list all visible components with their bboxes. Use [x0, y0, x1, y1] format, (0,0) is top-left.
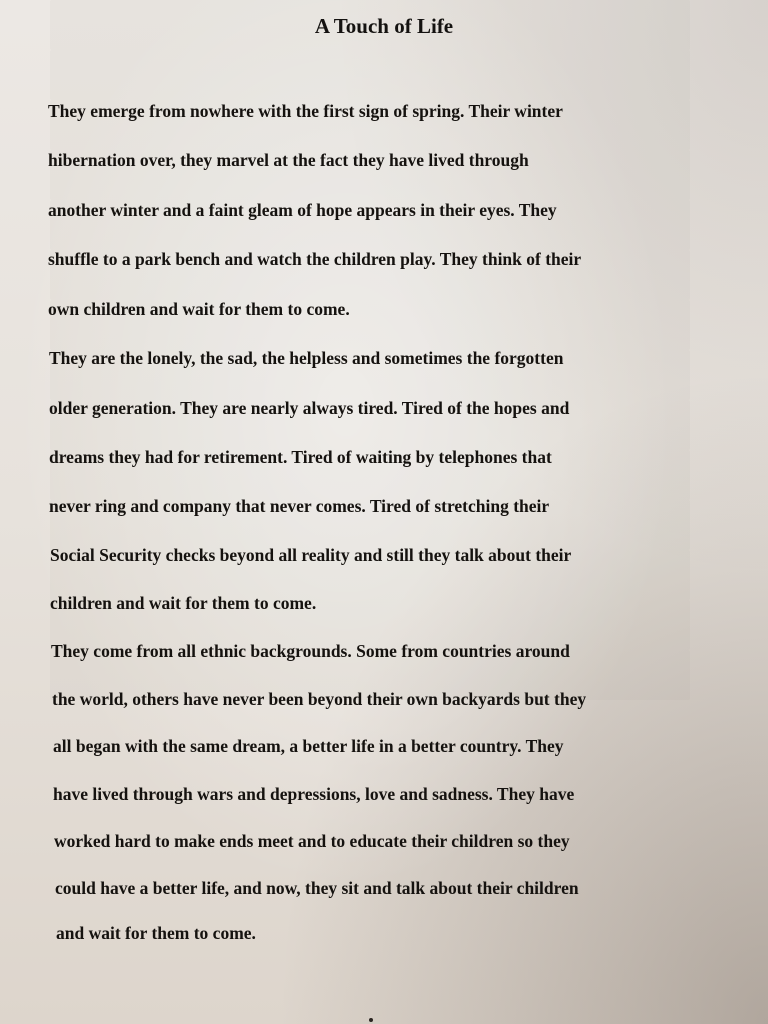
text-line: another winter and a faint gleam of hope appears in their eyes. They [48, 200, 557, 220]
text-line: Social Security checks beyond all reality and still they talk about their [50, 545, 572, 565]
text-line: They are the lonely, the sad, the helpless and sometimes the forgotten [49, 348, 564, 368]
text-line: hibernation over, they marvel at the fact they have lived through [48, 150, 529, 170]
text-line: worked hard to make ends meet and to educate their children so they [54, 831, 570, 851]
text-line: dreams they had for retirement. Tired of waiting by telephones that [49, 447, 552, 467]
text-line: shuffle to a park bench and watch the children play. They think of their [48, 249, 582, 269]
text-line: all began with the same dream, a better life in a better country. They [53, 736, 564, 756]
text-line: never ring and company that never comes. Tired of stretching their [49, 496, 550, 516]
text-line: They come from all ethnic backgrounds. Some from countries around [51, 641, 570, 661]
text-line: They emerge from nowhere with the first sign of spring. Their winter [48, 101, 563, 121]
text-line: could have a better life, and now, they sit and talk about their children [55, 878, 579, 898]
text-line: and wait for them to come. [56, 923, 256, 943]
text-line: children and wait for them to come. [50, 593, 317, 613]
page-mark [369, 1018, 373, 1022]
text-line: older generation. They are nearly always tired. Tired of the hopes and [49, 398, 570, 418]
text-line: own children and wait for them to come. [48, 299, 350, 319]
text-line: have lived through wars and depressions, love and sadness. They have [53, 784, 575, 804]
document-title: A Touch of Life [314, 14, 454, 38]
text-line: the world, others have never been beyond their own backyards but they [52, 689, 587, 709]
